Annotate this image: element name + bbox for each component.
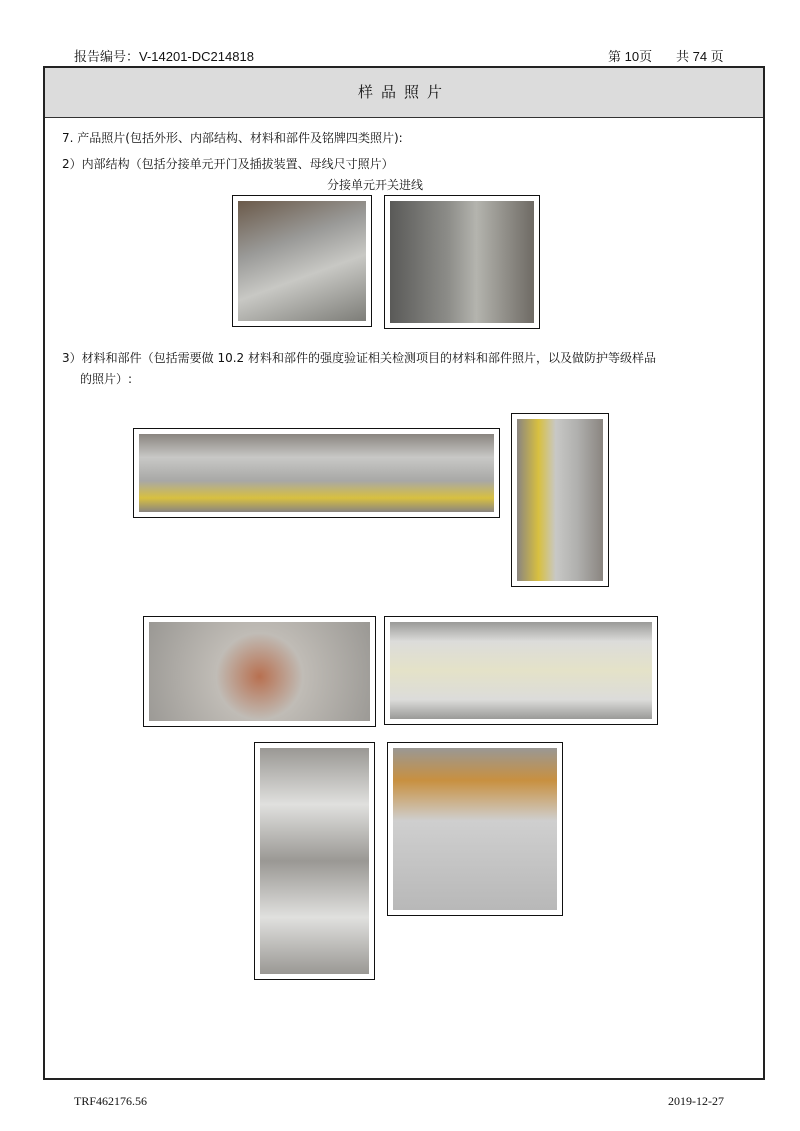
- item-7-heading: 7. 产品照片(包括外形、内部结构、材料和部件及铭牌四类照片):: [62, 131, 403, 145]
- form-number: TRF462176.56: [74, 1094, 148, 1108]
- item-3-heading: 3）材料和部件（包括需要做 10.2 材料和部件的强度验证相关检测项目的材料和部件照片，以及做防护等级样品: [62, 351, 656, 365]
- photo-terminal: [387, 742, 563, 916]
- item-2-heading: 2）内部结构（包括分接单元开门及插拔装置、母线尺寸照片）: [62, 157, 394, 171]
- page-number: 第 10页: [608, 49, 653, 64]
- photo-contacts-top: [143, 616, 376, 727]
- photo-caliper-1: [232, 195, 372, 327]
- issue-date: 2019-12-27: [668, 1094, 724, 1108]
- photo-busbar-vertical: [511, 413, 609, 587]
- section-title: 样品照片: [45, 68, 763, 118]
- item-3-heading-cont: 的照片）:: [80, 372, 133, 386]
- photo-plug-slots: [384, 616, 658, 725]
- photo-caption: 分接单元开关进线: [327, 178, 424, 192]
- photo-caliper-2: [384, 195, 540, 329]
- photo-busbar-length: [133, 428, 500, 518]
- report-number: 报告编号：V-14201-DC214818: [74, 49, 254, 64]
- page-total: 共 74 页: [676, 49, 724, 64]
- photo-insulators: [254, 742, 375, 980]
